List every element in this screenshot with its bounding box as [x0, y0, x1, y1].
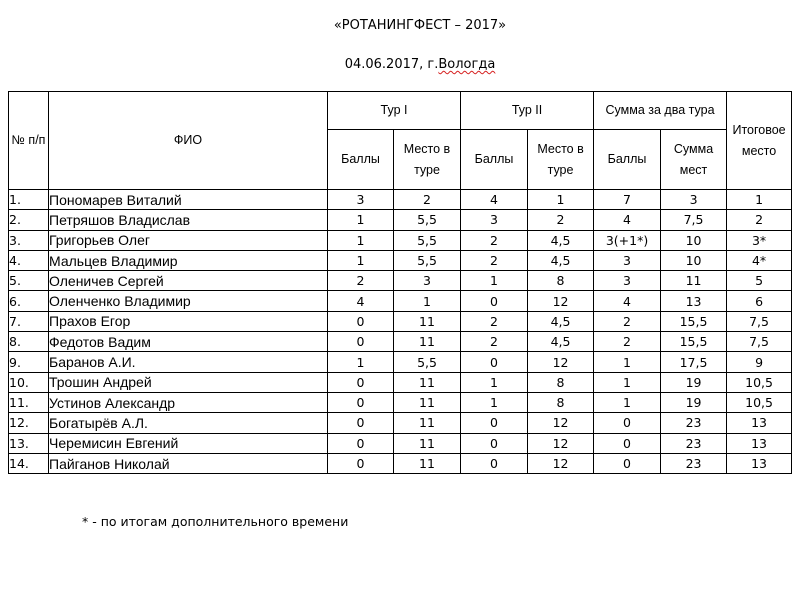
- round1-place: 11: [394, 332, 461, 352]
- table-row: [9, 291, 792, 311]
- round2-points: 2: [461, 332, 528, 352]
- sum-places: 23: [661, 433, 727, 453]
- table-row: [9, 352, 792, 372]
- footnote: * - по итогам дополнительного времени: [82, 514, 349, 529]
- round1-points: 0: [328, 453, 394, 473]
- round1-place: 5,5: [394, 210, 461, 230]
- participant-name: Оленченко Владимир: [49, 291, 328, 311]
- participant-name: Баранов А.И.: [49, 352, 328, 372]
- round2-place: 4,5: [528, 311, 594, 331]
- final-place: 10,5: [727, 372, 792, 392]
- final-place: 3*: [727, 230, 792, 250]
- sum-places: 10: [661, 250, 727, 270]
- final-place: 7,5: [727, 311, 792, 331]
- participant-name: Богатырёв А.Л.: [49, 413, 328, 433]
- round1-points: 0: [328, 433, 394, 453]
- header-r1-place: Место в туре: [394, 130, 461, 190]
- round2-points: 0: [461, 453, 528, 473]
- row-number: 6.: [9, 291, 49, 311]
- round1-place: 11: [394, 311, 461, 331]
- row-number: 9.: [9, 352, 49, 372]
- event-date: 04.06.2017, г.: [344, 57, 439, 72]
- row-number: 12.: [9, 413, 49, 433]
- sum-points: 1: [594, 372, 661, 392]
- sum-points: 4: [594, 210, 661, 230]
- final-place: 13: [727, 433, 792, 453]
- round2-points: 4: [461, 190, 528, 210]
- sum-points: 4: [594, 291, 661, 311]
- round1-place: 1: [394, 291, 461, 311]
- round2-place: 8: [528, 271, 594, 291]
- table-row: [9, 190, 792, 210]
- round1-place: 3: [394, 271, 461, 291]
- table-row: [9, 433, 792, 453]
- row-number: 8.: [9, 332, 49, 352]
- round2-place: 8: [528, 392, 594, 412]
- sum-places: 19: [661, 392, 727, 412]
- participant-name: Оленичев Сергей: [49, 271, 328, 291]
- participant-name: Петряшов Владислав: [49, 210, 328, 230]
- final-place: 7,5: [727, 332, 792, 352]
- row-number: 11.: [9, 392, 49, 412]
- sum-places: 15,5: [661, 311, 727, 331]
- round2-place: 4,5: [528, 332, 594, 352]
- round1-points: 1: [328, 230, 394, 250]
- round1-place: 2: [394, 190, 461, 210]
- sum-points: 1: [594, 352, 661, 372]
- table-row: [9, 271, 792, 291]
- round2-place: 12: [528, 453, 594, 473]
- participant-name: Пайганов Николай: [49, 453, 328, 473]
- round1-place: 5,5: [394, 352, 461, 372]
- header-r2-points: Баллы: [461, 130, 528, 190]
- round2-place: 12: [528, 433, 594, 453]
- sum-places: 13: [661, 291, 727, 311]
- round1-place: 11: [394, 372, 461, 392]
- page-title: «РОТАНИНГФЕСТ – 2017»: [333, 18, 507, 33]
- round2-place: 12: [528, 352, 594, 372]
- sum-places: 7,5: [661, 210, 727, 230]
- sum-places: 15,5: [661, 332, 727, 352]
- header-sum-places: Сумма мест: [661, 130, 727, 190]
- round2-place: 4,5: [528, 250, 594, 270]
- final-place: 6: [727, 291, 792, 311]
- table-row: [9, 230, 792, 250]
- sum-points: 3(+1*): [594, 230, 661, 250]
- round2-points: 0: [461, 433, 528, 453]
- row-number: 3.: [9, 230, 49, 250]
- round1-points: 4: [328, 291, 394, 311]
- participant-name: Пономарев Виталий: [49, 190, 328, 210]
- sum-points: 2: [594, 311, 661, 331]
- header-r2-place: Место в туре: [528, 130, 594, 190]
- sum-places: 10: [661, 230, 727, 250]
- round1-points: 0: [328, 332, 394, 352]
- header-fio: ФИО: [49, 92, 328, 190]
- round1-points: 1: [328, 250, 394, 270]
- event-city: Вологда: [438, 57, 496, 72]
- row-number: 1.: [9, 190, 49, 210]
- sum-points: 7: [594, 190, 661, 210]
- participant-name: Мальцев Владимир: [49, 250, 328, 270]
- event-date-location: [0, 57, 799, 72]
- round2-points: 2: [461, 311, 528, 331]
- round1-place: 11: [394, 392, 461, 412]
- table-row: [9, 311, 792, 331]
- round1-points: 0: [328, 311, 394, 331]
- row-number: 4.: [9, 250, 49, 270]
- final-place: 9: [727, 352, 792, 372]
- sum-points: 2: [594, 332, 661, 352]
- sum-points: 3: [594, 271, 661, 291]
- round1-place: 5,5: [394, 230, 461, 250]
- round2-points: 3: [461, 210, 528, 230]
- sum-points: 3: [594, 250, 661, 270]
- header-round1: Тур I: [328, 92, 461, 130]
- sum-points: 1: [594, 392, 661, 412]
- final-place: 4*: [727, 250, 792, 270]
- round2-points: 0: [461, 352, 528, 372]
- round2-place: 12: [528, 291, 594, 311]
- header-number: № п/п: [9, 92, 49, 190]
- round1-place: 11: [394, 413, 461, 433]
- round2-place: 8: [528, 372, 594, 392]
- header-total-place: Итоговое место: [727, 92, 792, 190]
- sum-points: 0: [594, 433, 661, 453]
- round2-points: 0: [461, 291, 528, 311]
- sum-places: 23: [661, 413, 727, 433]
- round1-points: 3: [328, 190, 394, 210]
- final-place: 2: [727, 210, 792, 230]
- final-place: 10,5: [727, 392, 792, 412]
- round2-points: 1: [461, 271, 528, 291]
- round2-points: 0: [461, 413, 528, 433]
- header-r1-points: Баллы: [328, 130, 394, 190]
- sum-points: 0: [594, 453, 661, 473]
- round2-points: 1: [461, 372, 528, 392]
- round2-place: 4,5: [528, 230, 594, 250]
- round1-place: 11: [394, 433, 461, 453]
- sum-places: 17,5: [661, 352, 727, 372]
- row-number: 14.: [9, 453, 49, 473]
- results-table: [8, 91, 792, 474]
- table-row: [9, 250, 792, 270]
- table-row: [9, 392, 792, 412]
- table-row: [9, 332, 792, 352]
- table-row: [9, 372, 792, 392]
- round1-points: 0: [328, 372, 394, 392]
- row-number: 10.: [9, 372, 49, 392]
- round1-points: 2: [328, 271, 394, 291]
- sum-places: 19: [661, 372, 727, 392]
- round2-points: 2: [461, 250, 528, 270]
- table-row: [9, 453, 792, 473]
- round1-points: 1: [328, 210, 394, 230]
- round2-place: 2: [528, 210, 594, 230]
- final-place: 13: [727, 453, 792, 473]
- round1-points: 0: [328, 392, 394, 412]
- participant-name: Устинов Александр: [49, 392, 328, 412]
- table-row: [9, 210, 792, 230]
- sum-places: 3: [661, 190, 727, 210]
- sum-places: 11: [661, 271, 727, 291]
- round2-points: 2: [461, 230, 528, 250]
- header-sum-points: Баллы: [594, 130, 661, 190]
- participant-name: Трошин Андрей: [49, 372, 328, 392]
- sum-points: 0: [594, 413, 661, 433]
- participant-name: Федотов Вадим: [49, 332, 328, 352]
- header-sum: Сумма за два тура: [594, 92, 727, 130]
- round1-points: 0: [328, 413, 394, 433]
- row-number: 2.: [9, 210, 49, 230]
- sum-places: 23: [661, 453, 727, 473]
- round1-place: 11: [394, 453, 461, 473]
- participant-name: Черемисин Евгений: [49, 433, 328, 453]
- round2-place: 12: [528, 413, 594, 433]
- round2-points: 1: [461, 392, 528, 412]
- final-place: 5: [727, 271, 792, 291]
- final-place: 1: [727, 190, 792, 210]
- round1-points: 1: [328, 352, 394, 372]
- final-place: 13: [727, 413, 792, 433]
- participant-name: Григорьев Олег: [49, 230, 328, 250]
- round1-place: 5,5: [394, 250, 461, 270]
- round2-place: 1: [528, 190, 594, 210]
- table-row: [9, 413, 792, 433]
- row-number: 7.: [9, 311, 49, 331]
- row-number: 13.: [9, 433, 49, 453]
- participant-name: Прахов Егор: [49, 311, 328, 331]
- header-round2: Тур II: [461, 92, 594, 130]
- row-number: 5.: [9, 271, 49, 291]
